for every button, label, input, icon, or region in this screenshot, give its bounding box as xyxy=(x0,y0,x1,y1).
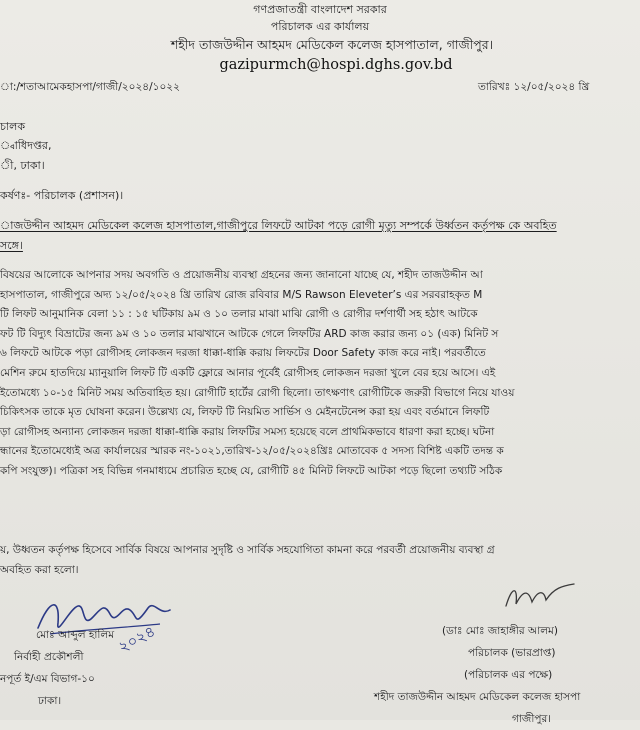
signer-left-title: নির্বাহী প্রকৌশলী xyxy=(14,651,84,663)
addressee-line: ী, ঢাকা। xyxy=(0,159,45,172)
office-title: পরিচালক এর কার্যালয় xyxy=(270,20,370,33)
body-line: চিকিৎসক তাকে মৃত ঘোষনা করেন। উল্লেখ্য যে, লিফট টি নিয়মিত সার্ভিস ও মেইনটেনেন্স করা হয় এবং বর্তমানে লিফটি xyxy=(0,406,490,419)
body-line: মেশিন রুমে হাতদিয়ে ম্যানুয়ালি লিফট টি একটি ফ্লোরে আনার পূর্বেই রোগীসহ লোকজন দরজা খুলে বের হয়ে আসে। এই xyxy=(0,366,496,379)
letter-body xyxy=(0,266,640,482)
body-line: হাসপাতাল, গাজীপুরে অদ্য ১২/০৫/২০২৪ খ্রি তারিখ রোজ রবিবার M/S Rawson Eleveter’s এর সরবরাহকৃত M xyxy=(0,288,483,301)
signature-right-block xyxy=(340,620,640,730)
signer-left-department: নপূর্ত ই/এম বিভাগ-১০ xyxy=(0,673,95,685)
body-line: ৬ লিফটে আটকে পড়া রোগীসহ লোকজন দরজা ধাক্কা-ধাক্কি করায় লিফটের Door Safety কাজ করে নাই। পরবর্তীতে xyxy=(0,347,486,360)
signer-left-city: ঢাকা। xyxy=(38,695,62,707)
body-line: ড়া রোগীসহ অন্যান্য লোকজন দরজা ধাক্কা-ধাক্কি করায় লিফটির সমস্য হয়েছে বলে প্রাথমিকভাবে ধারণা করা হচ্ছে। ঘটনা xyxy=(0,425,495,438)
subject-block xyxy=(0,216,557,256)
signer-right-org: শহীদ তাজউদ্দীন আহমদ মেডিকেল কলেজ হাসপা xyxy=(374,691,581,703)
body-line: টি লিফট আনুমানিক বেলা ১১ : ১৫ ঘটিকায় ৯ম ও ১০ তলার মাঝা মাঝি রোগী ও রোগীর দর্শণার্থী সহ হঠাৎ আটকে xyxy=(0,308,478,321)
closing-line: য়, উধ্বতন কর্তৃপক্ষ হিসেবে সার্বিক বিষয়ে আপনার সুদৃষ্টি ও সার্বিক সহযোগিতা কামনা করে পরবর্তী প্রয়োজনীয় ব্যবস্থা গ্র xyxy=(0,544,495,556)
signer-right-name: (ডাঃ মোঃ জাহাঙ্গীর আলম) xyxy=(442,625,558,637)
body-line: কপি সংযুক্ত)। পত্রিকা সহ বিভিন্ন গনমাধ্যমে প্রচারিত হচ্ছে যে, রোগীটি ৪৫ মিনিট লিফটে আটকা পড়ে ছিলো তথ্যটি সঠিক xyxy=(0,464,503,477)
signature-right-scribble xyxy=(500,578,580,614)
signer-left-name: মোঃ আব্দুল হালিম xyxy=(36,629,115,641)
office-email: gazipurmch@hospi.dghs.gov.bd xyxy=(219,57,453,73)
attention-line: কর্ষণঃ- পরিচালক (প্রশাসন)। xyxy=(0,189,124,202)
body-line: ইতোমধ্যে ১০-১৫ মিনিট সময় অতিবাহিত হয়। রোগীটি হার্টের রোগী ছিলো। তাৎক্ষণাৎ রোগীটিকে জরুরী বিভাগে নিয়ে যাওয় xyxy=(0,386,515,399)
addressee-line: ্বাধিদপ্তর, xyxy=(0,139,52,152)
memo-number: া:/শতাআমেকহাসপা/গাজী/২০২৪/১০২২ xyxy=(0,81,180,93)
body-line: ন্ধানের ইতোমেধ্যেই অত্র কার্যালয়ের স্মারক নং-১০২১,তারিখ-১২/০৫/২০২৪খ্রিঃ মোতাবেক ৫ সদস্য বিশিষ্ট একটি তদন্ত ক xyxy=(0,445,504,458)
govt-title: গণপ্রজাতন্ত্রী বাংলাদেশ সরকার xyxy=(253,3,387,16)
letter-date: তারিখঃ ১২/০৫/২০২৪ খ্রি xyxy=(478,81,590,93)
subject-line: াজউদ্দীন আহমদ মেডিকেল কলেজ হাসপাতাল,গাজীপুরে লিফটে আটকা পড়ে রোগী মৃত্যু সম্পর্কে উর্ধ্বতন কর্তৃপক্ষ কে অবহিত xyxy=(0,219,557,232)
closing-block xyxy=(0,540,495,580)
signer-right-city: গাজীপুর। xyxy=(512,713,551,725)
signer-right-on-behalf: (পরিচালক এর পক্ষে) xyxy=(464,669,553,681)
subject-line: সঙ্গে। xyxy=(0,239,23,252)
closing-line: অবহিত করা হলো। xyxy=(0,564,79,576)
body-line: ফট টি বিদ্যুৎ বিভ্রাটের জন্য ৯ম ও ১০ তলার মাঝখানে আটকে গেলে লিফটির ARD কাজ করার জন্য ০১ (এক) মিনিট স xyxy=(0,327,499,340)
signature-left-date: ২০২৪ xyxy=(115,622,159,657)
body-line: বিষয়ের আলোকে আপনার সদয় অবগতি ও প্রয়োজনীয় ব্যবস্থা গ্রহনের জন্য জানানো যাচ্ছে যে, শহীদ তাজউদ্দীন আ xyxy=(0,269,483,281)
hospital-name: শহীদ তাজউদ্দীন আহমদ মেডিকেল কলেজ হাসপাতাল, গাজীপুর। xyxy=(170,37,494,52)
signature-left-block xyxy=(0,624,114,712)
signer-right-title: পরিচালক (ভারপ্রাপ্ত) xyxy=(468,647,556,659)
addressee-line: চালক xyxy=(0,120,26,133)
